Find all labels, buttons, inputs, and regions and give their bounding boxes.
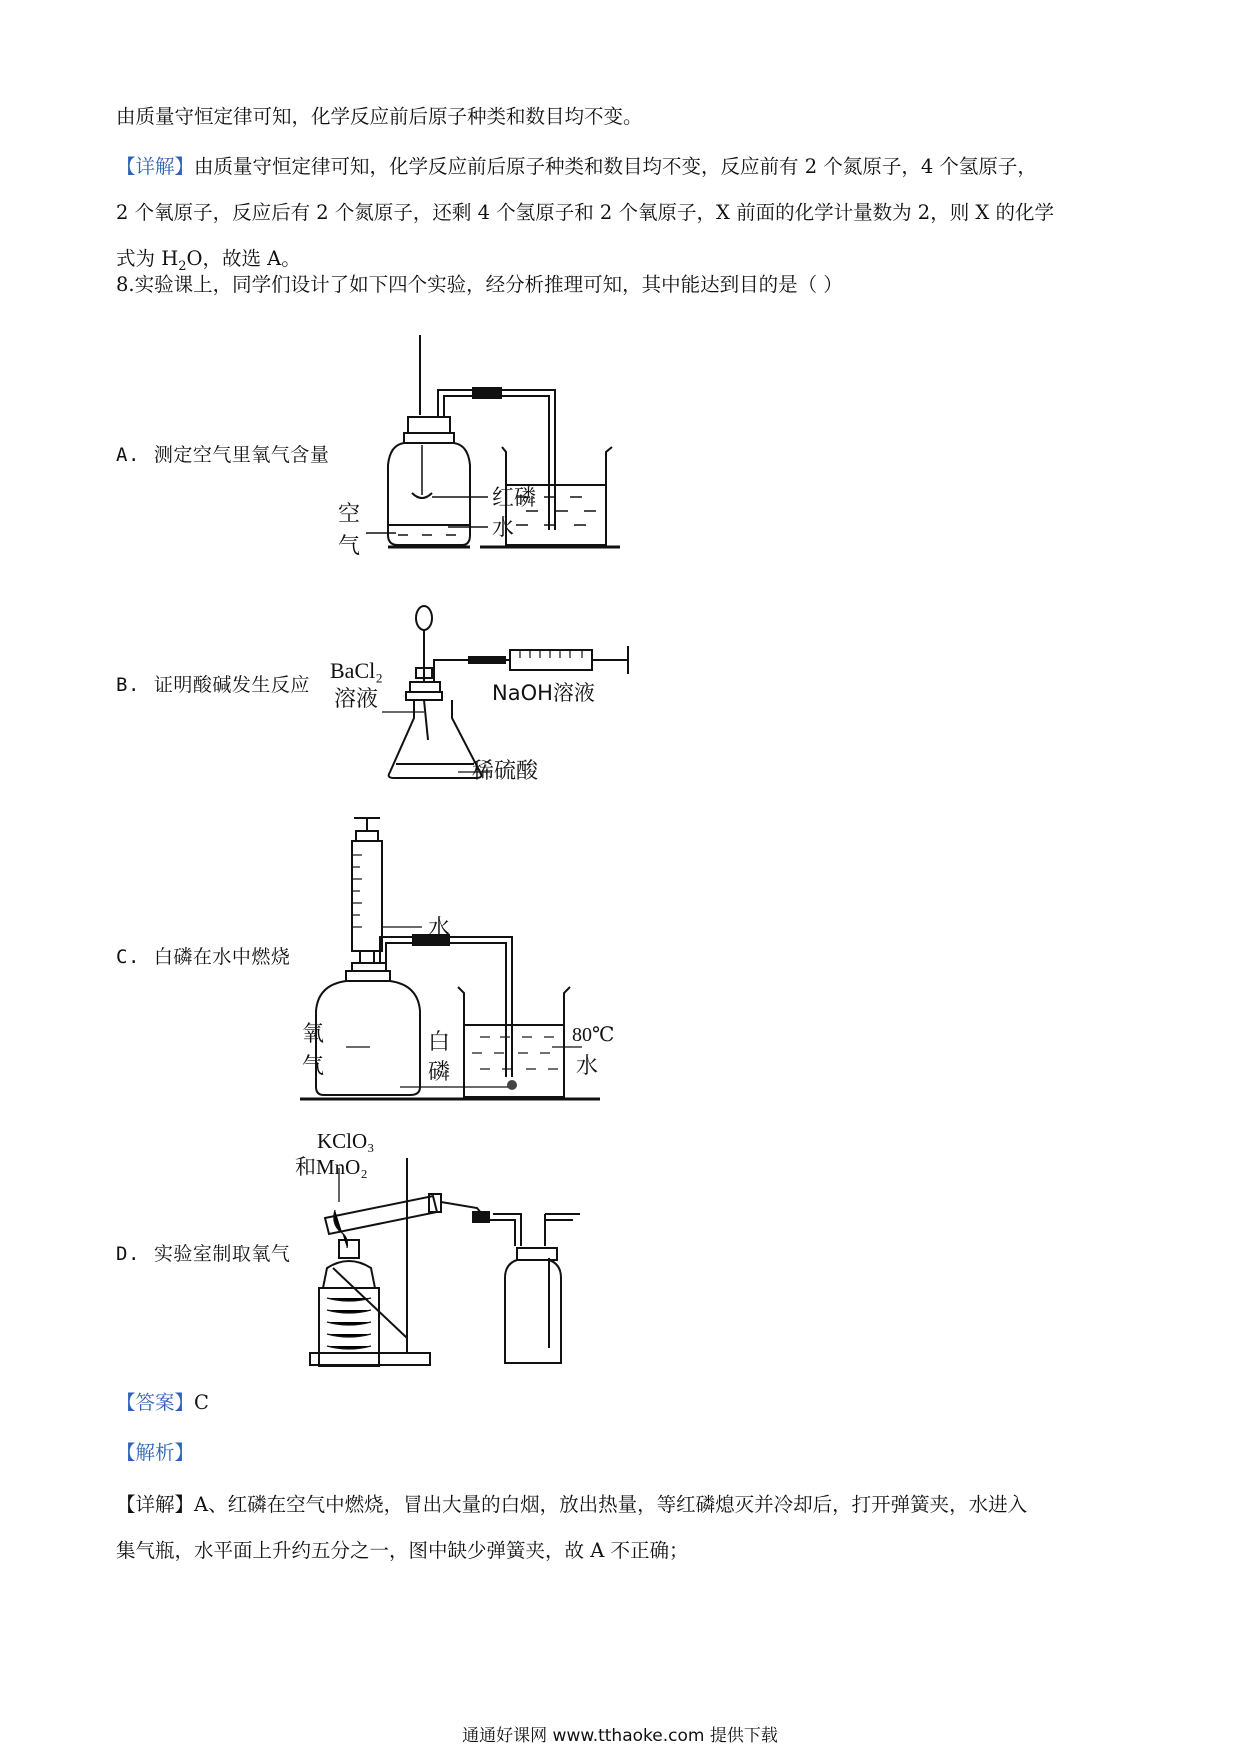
analysis-line — [116, 1430, 1126, 1476]
page-footer: 通通好课网 www.tthaoke.com 提供下载 — [462, 1726, 778, 1746]
detail-paragraph-2: 【详解】A、红磷在空气中燃烧，冒出大量的白烟，放出热量，等红磷熄灭并冷却后，打开弹簧夹，水进入 集气瓶，水平面上升约五分之一，图中缺少弹簧夹，故 A 不正确； — [116, 1493, 1028, 1562]
label-dilute-sulfuric-acid: 稀硫酸 — [472, 759, 539, 784]
answer-tag: 【答案】 — [116, 1391, 195, 1414]
label-white-p-1: 白 — [428, 1030, 451, 1055]
label-bacl2: BaCl₂ — [330, 658, 383, 683]
label-air-1: 空 — [338, 502, 361, 527]
label-and-mno2: 和MnO₂ — [295, 1155, 368, 1179]
figure-b-acid-base — [330, 600, 640, 784]
detail2-tag: 【详解】 — [116, 1493, 195, 1516]
label-oxygen-1: 氧 — [302, 1022, 325, 1047]
label-red-phosphorus: 红磷 — [492, 486, 537, 511]
detail-tag: 【详解】 — [116, 155, 195, 178]
figure-a-oxygen-content — [330, 335, 630, 565]
answer-line — [116, 1380, 1126, 1426]
label-water: 水 — [492, 516, 515, 541]
option-d: D. 实验室制取氧气 — [116, 1243, 291, 1265]
option-b: B. 证明酸碱发生反应 — [116, 674, 310, 696]
label-solution: 溶液 — [334, 687, 379, 712]
question-8: 8.实验课上，同学们设计了如下四个实验，经分析推理可知，其中能达到目的是（ ） — [116, 273, 843, 296]
intro-text: 由质量守恒定律可知，化学反应前后原子种类和数目均不变。 — [116, 105, 643, 128]
label-oxygen-2: 气 — [302, 1054, 325, 1079]
answer-value: C — [194, 1391, 209, 1414]
label-white-p-2: 磷 — [428, 1060, 451, 1085]
detail-paragraph-1: 【详解】由质量守恒定律可知，化学反应前后原子种类和数目均不变，反应前有 2 个氮原子，4 个氢原子， 2 个氧原子，反应后有 2 个氮原子，还剩 4 个氢原子和 2 个氧原子，X 前面的化学计量数为 2，则 X 的化学 式为 $H_2O$，故选 A。 — [116, 155, 1054, 274]
option-c: C. 白磷在水中燃烧 — [116, 946, 291, 968]
label-hot-water: 水 — [576, 1054, 599, 1079]
option-a: A. 测定空气里氧气含量 — [116, 444, 330, 466]
figure-c-white-phosphorus — [300, 815, 630, 1105]
label-air-2: 气 — [338, 534, 361, 559]
label-temperature: 80℃ — [572, 1024, 615, 1046]
label-water-syringe: 水 — [428, 916, 451, 941]
analysis-tag: 【解析】 — [116, 1441, 195, 1464]
label-naoh-solution: NaOH溶液 — [492, 681, 595, 705]
label-kclo3: KClO₃ — [317, 1129, 375, 1153]
figure-d-oxygen-preparation — [295, 1128, 605, 1378]
